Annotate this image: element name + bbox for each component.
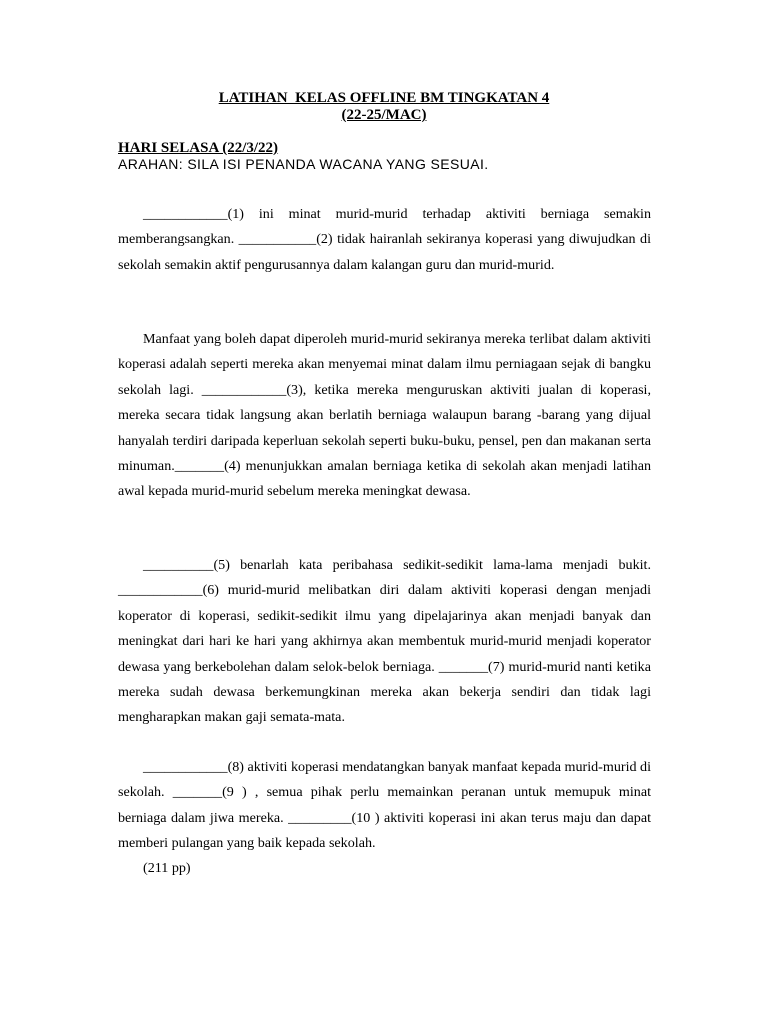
day-heading: HARI SELASA (22/3/22) xyxy=(118,140,279,156)
paragraph-3: __________(5) benarlah kata peribahasa sedikit-sedikit lama-lama menjadi bukit. ____________(6) murid-murid melibatkan diri dalam aktiviti koperasi dengan menjadi koperator di koperasi, sedikit-sedikit ilmu yang dipelajarinya akan menjadi banyak dan meningkat dari hari ke hari yang akhirnya akan membentuk murid-murid menjadi koperator dewasa yang berkebolehan dalam selok-belok berniaga. _______(7) murid-murid nanti ketika mereka sudah dewasa berkemungkinan mereka akan bekerja sendiri dan tidak lagi mengharapkan makan gaji semata-mata. xyxy=(118,557,651,726)
paragraph-2: Manfaat yang boleh dapat diperoleh murid-murid sekiranya mereka terlibat dalam aktiviti koperasi adalah seperti mereka akan menyemai minat dalam ilmu perniagaan sejak di bangku sekolah lagi. ____________(3), ketika mereka menguruskan aktiviti jualan di koperasi, mereka secara tidak langsung akan berlatih berniaga walaupun barang -barang yang dijual hanyalah terdiri daripada keperluan sekolah seperti buku-buku, pensel, pen dan makanan serta minuman._______(4) menunjukkan amalan berniaga ketika di sekolah akan menjadi latihan awal kepada murid-murid sebelum mereka meningkat dewasa. xyxy=(118,331,651,500)
paragraph-1: ____________(1) ini minat murid-murid terhadap aktiviti berniaga semakin memberangsangkan. ___________(2) tidak hairanlah sekiranya koperasi yang diwujudkan di sekolah semakin aktif pengurusannya dalam kalangan guru dan murid-murid. xyxy=(118,206,651,273)
word-count: (211 pp) xyxy=(143,860,191,876)
document-title: LATIHAN KELAS OFFLINE BM TINGKATAN 4 xyxy=(218,90,550,106)
paragraph-4: ____________(8) aktiviti koperasi mendatangkan banyak manfaat kepada murid-murid di sekolah. _______(9 ) , semua pihak perlu memainkan peranan untuk memupuk minat berniaga dalam jiwa mereka. _________(10 ) aktiviti koperasi ini akan terus maju dan dapat memberi pulangan yang baik kepada sekolah. xyxy=(118,759,652,852)
instruction-text: ARAHAN: SILA ISI PENANDA WACANA YANG SESUAI. xyxy=(118,156,489,172)
document-date-range: (22-25/MAC) xyxy=(341,107,427,123)
